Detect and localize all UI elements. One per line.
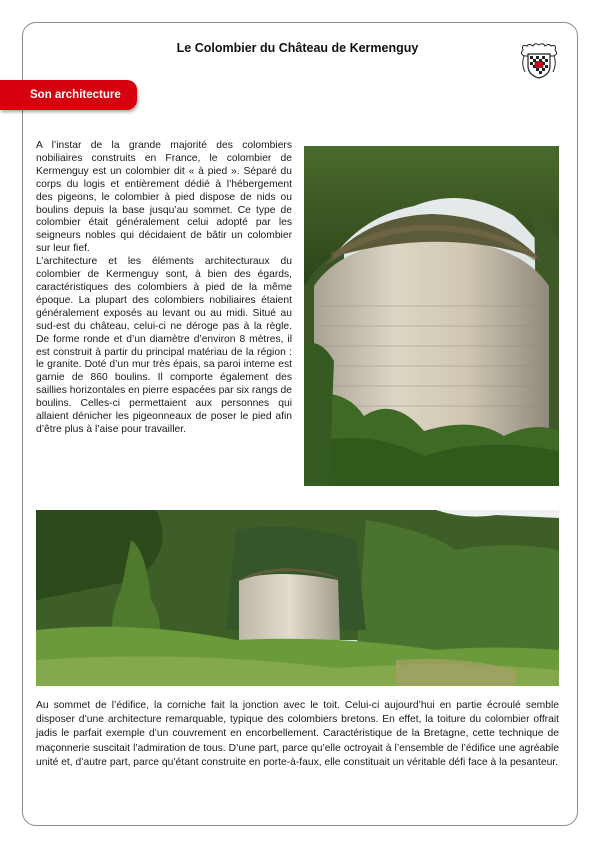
- page-title: Le Colombier du Château de Kermenguy: [176, 41, 419, 55]
- dovecote-photo-landscape: [36, 510, 559, 686]
- section-tab: [0, 80, 137, 110]
- coat-of-arms-icon: [519, 42, 559, 80]
- dovecote-photo-closeup: [304, 146, 559, 486]
- body-text: [36, 140, 292, 437]
- section-tab-label: Son architecture: [30, 89, 121, 101]
- paragraph-architecture: L’architecture et les éléments architecturaux du colombier de Kermenguy sont, à bien des égards, caractéristiques des colombiers à pied de la même époque. La plupart des colombiers nobiliaires étaient généralement exposés au levant ou au midi. Situé au sud-est du château, celui-ci ne déroge pas à la règle. De forme ronde et d’un diamètre d’environ 8 mètres, il est construit à partir du principal matériau de la région : le granite. Doté d’un mur très épais, sa paroi interne est garnie de 860 boulins. Il comporte également des saillies horizontales en pierre espacées par six rangs de boulins. Celles-ci permettaient aux personnes qui allaient dénicher les pigeonneaux de poser le pied afin d’être plus à l’aise pour travailler.: [36, 256, 292, 435]
- paragraph-roof: Au sommet de l’édifice, la corniche fait la jonction avec le toit. Celui-ci aujourd’hui en partie écroulé semble disposer d’une architecture remarquable, typique des colombiers bretons. En effet, la toiture du colombier offrait jadis le parfait exemple d’un couvrement en encorbellement. Caractéristique de la Bretagne, cette technique de maçonnerie suscitait l’admiration de tous. D’une part, parce qu’elle octroyait à l’ensemble de l’édifice une agréable unité et, d’autre part, parce qu’étant construite en porte-à-faux, elle constituait un véritable défi face à la pesanteur.: [36, 700, 559, 768]
- paragraph-intro: A l’instar de la grande majorité des colombiers nobiliaires construits en France, le colombier de Kermenguy est un colombier dit « à pied ». Séparé du corps du logis et entièrement dédié à l’hébergement des pigeons, le colombier à pied dispose de nids ou boulins depuis la base jusqu’au sommet. Ce type de colombier était généralement celui adopté par les seigneurs nobles qui décidaient de bâtir un colombier sur leur fief.: [36, 140, 292, 255]
